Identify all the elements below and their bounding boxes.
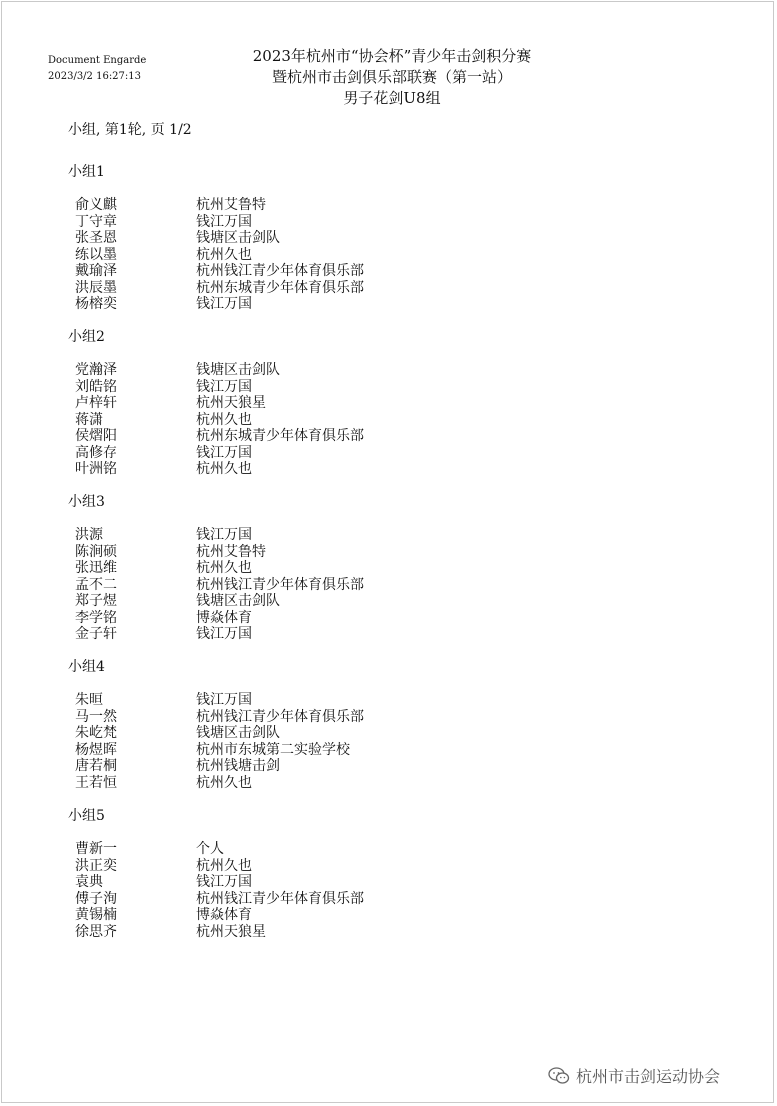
fencer-name: 练以墨 bbox=[75, 246, 117, 263]
fencer-row bbox=[68, 626, 568, 643]
fencer-name: 陈涧硕 bbox=[75, 543, 117, 560]
page-frame bbox=[1, 1, 774, 1103]
fencer-row bbox=[68, 593, 568, 610]
fencer-club: 杭州艾鲁特 bbox=[196, 197, 266, 213]
fencer-name: 孟不二 bbox=[75, 576, 117, 593]
pool-group bbox=[68, 163, 568, 313]
fencer-row bbox=[68, 841, 568, 858]
fencer-club: 钱江万国 bbox=[196, 296, 252, 312]
fencer-club: 杭州天狼星 bbox=[196, 395, 266, 411]
fencer-name: 叶洲铭 bbox=[75, 461, 117, 477]
title-line-2: 暨杭州市击剑俱乐部联赛（第一站） bbox=[271, 68, 512, 86]
fencer-row bbox=[68, 924, 568, 941]
fencer-name: 蒋潇 bbox=[75, 411, 103, 428]
document-meta bbox=[48, 53, 146, 85]
fencer-row bbox=[68, 858, 568, 875]
fencer-row bbox=[68, 874, 568, 891]
fencer-club: 钱江万国 bbox=[196, 874, 252, 890]
fencer-club: 杭州久也 bbox=[196, 774, 252, 791]
print-datetime: 2023/3/2 16:27:13 bbox=[48, 71, 142, 82]
fencer-name: 王若恒 bbox=[75, 774, 117, 791]
fencer-name: 洪辰墨 bbox=[75, 279, 117, 296]
fencer-row bbox=[68, 263, 568, 280]
fencer-club: 钱江万国 bbox=[196, 692, 252, 708]
pool-title: 小组2 bbox=[68, 329, 105, 345]
fencer-row bbox=[68, 725, 568, 742]
fencer-club: 钱江万国 bbox=[196, 444, 252, 461]
fencer-club: 杭州钱江青少年体育俱乐部 bbox=[196, 708, 364, 725]
fencer-club: 杭州钱江青少年体育俱乐部 bbox=[196, 263, 364, 279]
pool-group bbox=[68, 658, 568, 791]
fencer-club: 个人 bbox=[196, 841, 224, 857]
watermark-text: 杭州市击剑运动协会 bbox=[576, 1067, 721, 1086]
fencer-club: 杭州东城青少年体育俱乐部 bbox=[196, 279, 364, 296]
fencer-name: 黄锡楠 bbox=[75, 907, 117, 923]
fencer-row bbox=[68, 775, 568, 792]
fencer-club: 钱江万国 bbox=[196, 626, 252, 642]
fencer-club: 杭州久也 bbox=[196, 461, 252, 477]
fencer-name: 张迅维 bbox=[75, 560, 117, 576]
fencer-row bbox=[68, 197, 568, 214]
fencer-name: 袁典 bbox=[75, 874, 103, 890]
fencer-name: 戴瑜泽 bbox=[75, 263, 117, 279]
fencer-club: 杭州久也 bbox=[196, 560, 252, 576]
fencer-name: 金子轩 bbox=[75, 626, 117, 642]
fencer-name: 李学铭 bbox=[75, 609, 117, 626]
fencer-club: 杭州东城青少年体育俱乐部 bbox=[196, 428, 364, 444]
fencer-club: 杭州钱江青少年体育俱乐部 bbox=[196, 890, 364, 907]
fencer-club: 钱塘区击剑队 bbox=[196, 362, 280, 378]
fencer-club: 钱江万国 bbox=[196, 213, 252, 230]
fencer-row bbox=[68, 445, 568, 462]
watermark bbox=[548, 1064, 720, 1087]
fencer-name: 侯熠阳 bbox=[75, 428, 117, 444]
fencer-row bbox=[68, 280, 568, 297]
competition-title bbox=[192, 46, 592, 109]
fencer-name: 傅子洵 bbox=[75, 890, 117, 907]
fencer-club: 钱江万国 bbox=[196, 378, 252, 395]
fencer-row bbox=[68, 544, 568, 561]
pool-title: 小组1 bbox=[68, 164, 105, 180]
fencer-name: 丁守章 bbox=[75, 213, 117, 230]
fencer-row bbox=[68, 709, 568, 726]
pool-group bbox=[68, 328, 568, 478]
fencer-club: 杭州久也 bbox=[196, 857, 252, 874]
fencer-row bbox=[68, 758, 568, 775]
fencer-name: 卢梓轩 bbox=[75, 395, 117, 411]
fencer-club: 杭州天狼星 bbox=[196, 923, 266, 940]
fencer-row bbox=[68, 214, 568, 231]
fencer-club: 杭州市东城第二实验学校 bbox=[196, 741, 350, 758]
fencer-club: 博焱体育 bbox=[196, 609, 252, 626]
fencer-club: 钱江万国 bbox=[196, 527, 252, 543]
software-name: Document Engarde bbox=[48, 55, 147, 66]
fencer-name: 郑子煜 bbox=[75, 593, 117, 609]
fencer-name: 杨煜晖 bbox=[75, 741, 117, 758]
fencer-row bbox=[68, 742, 568, 759]
fencer-club: 杭州钱江青少年体育俱乐部 bbox=[196, 576, 364, 593]
fencer-name: 党瀚泽 bbox=[75, 362, 117, 378]
fencer-name: 朱屹梵 bbox=[75, 725, 117, 741]
fencer-row bbox=[68, 577, 568, 594]
fencer-row bbox=[68, 362, 568, 379]
wechat-icon bbox=[548, 1067, 570, 1085]
fencer-row bbox=[68, 891, 568, 908]
fencer-name: 徐思齐 bbox=[75, 923, 117, 940]
fencer-row bbox=[68, 527, 568, 544]
title-line-3: 男子花剑U8组 bbox=[343, 89, 441, 107]
fencer-name: 唐若桐 bbox=[75, 758, 117, 774]
fencer-club: 钱塘区击剑队 bbox=[196, 725, 280, 741]
fencer-club: 杭州钱塘击剑 bbox=[196, 758, 280, 774]
fencer-row bbox=[68, 610, 568, 627]
fencer-name: 俞义麒 bbox=[75, 197, 117, 213]
pool-title: 小组4 bbox=[68, 659, 105, 675]
fencer-club: 钱塘区击剑队 bbox=[196, 230, 280, 246]
fencer-row bbox=[68, 395, 568, 412]
fencer-name: 张圣恩 bbox=[75, 230, 117, 246]
fencer-row bbox=[68, 230, 568, 247]
fencer-club: 博焱体育 bbox=[196, 907, 252, 923]
fencer-row bbox=[68, 560, 568, 577]
fencer-name: 刘皓铭 bbox=[75, 378, 117, 395]
fencer-club: 杭州艾鲁特 bbox=[196, 543, 266, 560]
fencer-row bbox=[68, 412, 568, 429]
pool-title: 小组3 bbox=[68, 494, 105, 510]
fencer-name: 洪正奕 bbox=[75, 857, 117, 874]
fencer-row bbox=[68, 461, 568, 478]
title-line-1: 2023年杭州市“协会杯”青少年击剑积分赛 bbox=[252, 47, 532, 65]
fencer-name: 高修存 bbox=[75, 444, 117, 461]
fencer-name: 曹新一 bbox=[75, 841, 117, 857]
fencer-row bbox=[68, 247, 568, 264]
fencer-club: 杭州久也 bbox=[196, 246, 252, 263]
fencer-club: 杭州久也 bbox=[196, 411, 252, 428]
round-page-info: 小组, 第1轮, 页 1/2 bbox=[68, 122, 192, 138]
fencer-club: 钱塘区击剑队 bbox=[196, 593, 280, 609]
fencer-name: 杨榕奕 bbox=[75, 296, 117, 312]
pool-group bbox=[68, 807, 568, 940]
fencer-row bbox=[68, 692, 568, 709]
fencer-name: 朱晅 bbox=[75, 692, 103, 708]
pool-title: 小组5 bbox=[68, 808, 105, 824]
pool-group bbox=[68, 493, 568, 643]
fencer-row bbox=[68, 428, 568, 445]
fencer-row bbox=[68, 907, 568, 924]
fencer-name: 洪源 bbox=[75, 527, 103, 543]
fencer-row bbox=[68, 379, 568, 396]
fencer-row bbox=[68, 296, 568, 313]
fencer-name: 马一然 bbox=[75, 708, 117, 725]
